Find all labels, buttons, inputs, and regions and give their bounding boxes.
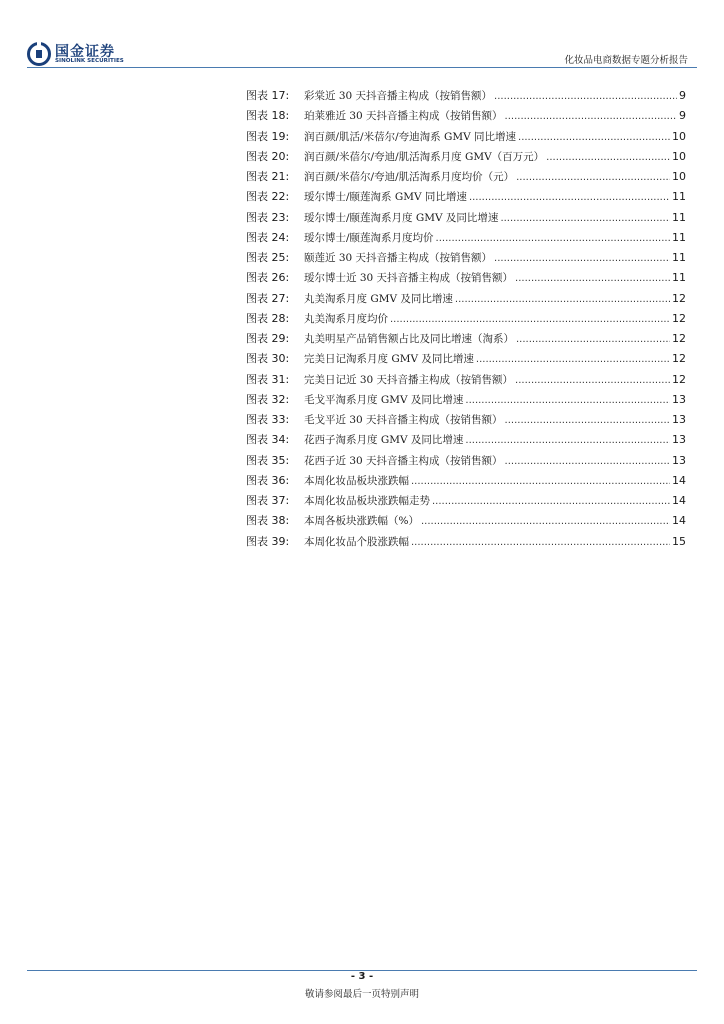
toc-entry-title: 毛戈平近 30 天抖音播主构成（按销售额）: [304, 414, 503, 426]
toc-entry-title: 本周化妆品板块涨跌幅: [304, 474, 409, 487]
toc-leader-dots: [390, 314, 670, 325]
toc-leader-dots: [421, 516, 670, 527]
toc-entry-label: 图表 32:: [246, 392, 290, 406]
toc-entry[interactable]: [246, 107, 686, 127]
toc-entry[interactable]: [246, 452, 686, 472]
toc-entry-label: 图表 18:: [246, 109, 290, 123]
toc-entry[interactable]: [246, 188, 686, 208]
toc-entry-label: 图表 19:: [246, 129, 290, 143]
toc-leader-dots: [500, 213, 670, 224]
toc-leader-dots: [515, 273, 670, 284]
toc-entry-page: 13: [672, 453, 686, 467]
toc-entry-title: 本周各板块涨跌幅（%）: [304, 515, 419, 528]
toc-entry-title: 本周化妆品个股涨跌幅: [304, 535, 409, 548]
toc-entry[interactable]: [246, 87, 686, 107]
toc-leader-dots: [469, 192, 670, 203]
toc-entry-label: 图表 23:: [246, 210, 290, 224]
toc-entry[interactable]: [246, 492, 686, 512]
toc-entry[interactable]: [246, 209, 686, 229]
toc-leader-dots: [436, 233, 670, 244]
toc-entry-label: 图表 29:: [246, 332, 290, 345]
toc-entry-page: 13: [672, 433, 686, 447]
page-number: - 3 -: [350, 971, 374, 982]
toc-entry-page: 11: [672, 271, 686, 285]
toc-leader-dots: [505, 415, 670, 426]
toc-entry-title: 完美日记近 30 天抖音播主构成（按销售额）: [304, 373, 514, 386]
toc-leader-dots: [494, 91, 677, 102]
toc-entry[interactable]: [246, 391, 686, 411]
toc-entry-title: 本周化妆品板块涨跌幅走势: [304, 495, 430, 507]
toc-entry-title: 润百颜/米蓓尔/夸迪/肌活淘系月度 GMV（百万元）: [304, 150, 545, 163]
toc-entry-label: 图表 31:: [246, 372, 290, 386]
toc-entry-label: 图表 25:: [246, 251, 290, 264]
toc-entry-page: 9: [679, 89, 686, 102]
toc-entry-label: 图表 27:: [246, 291, 290, 305]
toc-entry[interactable]: [246, 148, 686, 168]
toc-entry-title: 丸美淘系月度均价: [304, 312, 388, 325]
toc-entry-label: 图表 28:: [246, 311, 290, 325]
toc-entry-page: 12: [672, 352, 686, 366]
toc-entry-label: 图表 34:: [246, 433, 290, 447]
toc-entry-label: 图表 37:: [246, 494, 290, 507]
toc-entry-title: 润百颜/米蓓尔/夸迪/肌活淘系月度均价（元）: [304, 171, 515, 183]
toc-leader-dots: [516, 334, 670, 345]
toc-entry-label: 图表 39:: [246, 534, 290, 548]
toc-entry-title: 珀莱雅近 30 天抖音播主构成（按销售额）: [304, 110, 503, 123]
toc-entry-title: 瑷尔博士/颐莲淘系月度均价: [304, 231, 434, 244]
toc-entry[interactable]: [246, 269, 686, 289]
toc-entry-page: 10: [672, 170, 686, 183]
toc-leader-dots: [515, 375, 670, 386]
toc-entry-page: 11: [672, 230, 686, 244]
toc-entry[interactable]: [246, 533, 686, 553]
toc-entry-label: 图表 33:: [246, 413, 290, 426]
toc-entry-label: 图表 36:: [246, 473, 290, 487]
toc-entry-page: 14: [672, 514, 686, 528]
toc-entry-page: 12: [672, 291, 686, 305]
toc-entry[interactable]: [246, 168, 686, 188]
toc-entry[interactable]: [246, 411, 686, 431]
toc-entry[interactable]: [246, 472, 686, 492]
toc-entry-title: 瑷尔博士/颐莲淘系 GMV 同比增速: [304, 191, 467, 204]
toc-leader-dots: [411, 476, 670, 487]
report-title: 化妆品电商数据专题分析报告: [564, 55, 688, 66]
toc-entry-page: 11: [672, 210, 686, 224]
toc-entry-label: 图表 26:: [246, 271, 290, 285]
toc-leader-dots: [518, 132, 670, 143]
toc-entry-label: 图表 17:: [246, 89, 290, 102]
toc-entry-page: 12: [672, 311, 686, 325]
company-logo: [27, 41, 137, 67]
toc-entry[interactable]: [246, 431, 686, 451]
toc-entry[interactable]: [246, 128, 686, 148]
toc-entry[interactable]: [246, 512, 686, 532]
figure-table-of-contents: [246, 87, 686, 553]
toc-entry-page: 9: [679, 109, 686, 123]
toc-entry-page: 13: [672, 413, 686, 426]
toc-entry-title: 花西子近 30 天抖音播主构成（按销售额）: [304, 454, 503, 467]
toc-leader-dots: [494, 253, 670, 264]
toc-entry[interactable]: [246, 249, 686, 269]
disclaimer-note: 敬请参阅最后一页特别声明: [304, 989, 419, 1000]
toc-entry-page: 14: [672, 473, 686, 487]
toc-entry-page: 11: [672, 190, 686, 204]
toc-entry-label: 图表 22:: [246, 190, 290, 204]
logo-mark-icon: [27, 42, 51, 66]
toc-leader-dots: [411, 537, 670, 548]
toc-entry-page: 12: [672, 332, 686, 345]
toc-leader-dots: [546, 152, 670, 163]
toc-entry-title: 完美日记淘系月度 GMV 及同比增速: [304, 353, 474, 366]
toc-entry-label: 图表 30:: [246, 352, 290, 366]
toc-entry-title: 瑷尔博士近 30 天抖音播主构成（按销售额）: [304, 272, 514, 285]
toc-entry-label: 图表 21:: [246, 170, 290, 183]
toc-entry-page: 12: [672, 372, 686, 386]
toc-entry[interactable]: [246, 229, 686, 249]
toc-entry[interactable]: [246, 371, 686, 391]
logo-english-name: SINOLINK SECURITIES: [55, 58, 124, 64]
toc-entry-title: 润百颜/肌活/米蓓尔/夸迪淘系 GMV 同比增速: [304, 130, 517, 143]
header-divider: [27, 67, 697, 68]
toc-entry-title: 花西子淘系月度 GMV 及同比增速: [304, 434, 464, 447]
toc-leader-dots: [432, 496, 670, 507]
toc-entry-page: 13: [672, 392, 686, 406]
toc-entry-label: 图表 24:: [246, 230, 290, 244]
toc-entry-title: 毛戈平淘系月度 GMV 及同比增速: [304, 393, 464, 406]
toc-entry-label: 图表 35:: [246, 453, 290, 467]
toc-entry-page: 11: [672, 251, 686, 264]
logo-chinese-name: 国金证券: [55, 44, 115, 60]
toc-leader-dots: [465, 435, 670, 446]
toc-entry-page: 10: [672, 149, 686, 163]
toc-leader-dots: [516, 172, 670, 183]
toc-leader-dots: [505, 111, 677, 122]
toc-entry[interactable]: [246, 330, 686, 350]
toc-entry-title: 丸美淘系月度 GMV 及同比增速: [304, 292, 453, 305]
toc-entry-label: 图表 38:: [246, 514, 290, 528]
toc-entry[interactable]: [246, 290, 686, 310]
toc-entry[interactable]: [246, 350, 686, 370]
toc-entry-title: 丸美明星产品销售额占比及同比增速（淘系）: [304, 333, 514, 345]
toc-entry-page: 14: [672, 494, 686, 507]
toc-leader-dots: [505, 456, 670, 467]
toc-entry-title: 彩棠近 30 天抖音播主构成（按销售额）: [304, 90, 493, 102]
toc-entry-page: 15: [672, 534, 686, 548]
toc-entry-page: 10: [672, 129, 686, 143]
toc-leader-dots: [476, 354, 670, 365]
toc-leader-dots: [455, 294, 670, 305]
toc-entry-label: 图表 20:: [246, 149, 290, 163]
toc-entry-title: 颐莲近 30 天抖音播主构成（按销售额）: [304, 252, 493, 264]
toc-entry[interactable]: [246, 310, 686, 330]
toc-leader-dots: [465, 395, 670, 406]
toc-entry-title: 瑷尔博士/颐莲淘系月度 GMV 及同比增速: [304, 211, 499, 224]
